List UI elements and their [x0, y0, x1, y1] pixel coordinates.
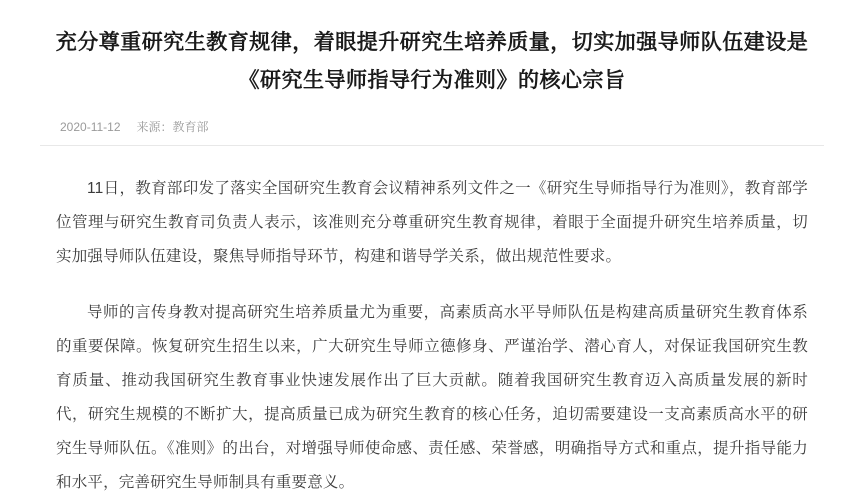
page-title: 充分尊重研究生教育规律，着眼提升研究生培养质量，切实加强导师队伍建设是《研究生导师指导行为准则》的核心宗旨 [55, 31, 809, 92]
article-meta [40, 118, 824, 145]
article-paragraph: 11日，教育部印发了落实全国研究生教育会议精神系列文件之一《研究生导师指导行为准则》，教育部学位管理与研究生教育司负责人表示，该准则充分尊重研究生教育规律，着眼于全面提升研究生培养质量，切实加强导师队伍建设，聚焦导师指导环节，构建和谐导学关系，做出规范性要求。 [56, 180, 808, 265]
article-source: 来源：教育部 [136, 120, 209, 134]
article-body [40, 146, 824, 500]
article-paragraph: 导师的言传身教对提高研究生培养质量尤为重要，高素质高水平导师队伍是构建高质量研究生教育体系的重要保障。恢复研究生招生以来，广大研究生导师立德修身、严谨治学、潜心育人，对保证我国研究生教育质量、推动我国研究生教育事业快速发展作出了巨大贡献。随着我国研究生教育迈入高质量发展的新时代，研究生规模的不断扩大，提高质量已成为研究生教育的核心任务，迫切需要建设一支高素质高水平的研究生导师队伍。《准则》的出台，对增强导师使命感、责任感、荣誉感，明确指导方式和重点，提升指导能力和水平，完善研究生导师制具有重要意义。 [56, 304, 808, 491]
publish-date: 2020-11-12 [60, 119, 121, 134]
